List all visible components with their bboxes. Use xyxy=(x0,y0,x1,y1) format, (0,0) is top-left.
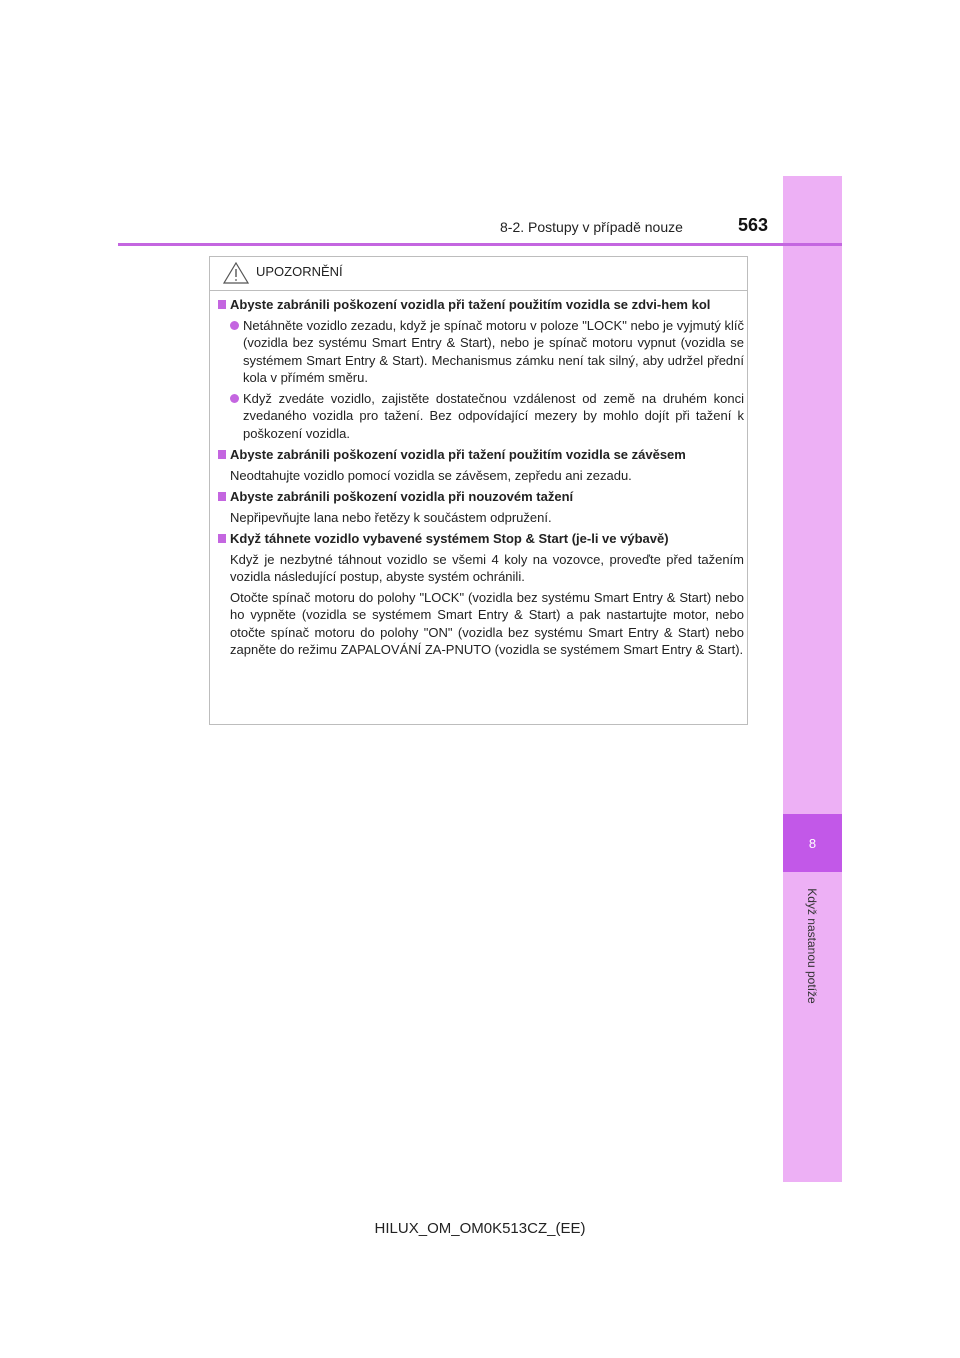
square-bullet-icon xyxy=(218,450,226,459)
chapter-side-tab xyxy=(783,176,842,1182)
warning-title: UPOZORNĚNÍ xyxy=(256,264,343,279)
warning-heading: Abyste zabránili poškození vozidla při tažení použitím vozidla se zdvi-hem kol xyxy=(218,296,744,314)
chapter-number: 8 xyxy=(808,835,817,851)
square-bullet-icon xyxy=(218,492,226,501)
warning-box xyxy=(209,256,748,725)
warning-header xyxy=(210,257,747,291)
warning-triangle-icon xyxy=(223,262,249,289)
round-bullet-icon xyxy=(230,321,239,330)
warning-heading: Když táhnete vozidlo vybavené systémem Stop & Start (je-li ve výbavě) xyxy=(218,530,744,548)
chapter-title: Když nastanou potíže xyxy=(805,888,819,1004)
round-bullet-icon xyxy=(230,394,239,403)
page-number: 563 xyxy=(738,215,769,235)
square-bullet-icon xyxy=(218,300,226,309)
warning-heading: Abyste zabránili poškození vozidla při tažení použitím vozidla se závěsem xyxy=(218,446,744,464)
warning-content xyxy=(218,296,744,659)
square-bullet-icon xyxy=(218,534,226,543)
warning-paragraph: Neodtahujte vozidlo pomocí vozidla se závěsem, zepředu ani zezadu. xyxy=(230,467,632,483)
chapter-number-tab[interactable] xyxy=(783,814,842,872)
warning-paragraph: Nepřipevňujte lana nebo řetězy k součástem odpružení. xyxy=(230,509,552,525)
warning-bullet: Netáhněte vozidlo zezadu, když je spínač motoru v poloze "LOCK" nebo je vyjmutý klíč (vozidla bez systému Smart Entry & Start), nebo je spínač motoru vypnut (vozidla se systémem Smart Entry & Start). Mechanismus zámku není tak silný, aby udržel přední kola v přímém směru. xyxy=(218,317,744,387)
warning-bullet: Když zvedáte vozidlo, zajistěte dostatečnou vzdálenost od země na druhém konci zvedaného vozidla pro tažení. Bez odpovídající mezery by mohlo dojít při tažení k poškození vozidla. xyxy=(218,390,744,443)
warning-heading: Abyste zabránili poškození vozidla při nouzovém tažení xyxy=(218,488,744,506)
section-title: 8-2. Postupy v případě nouze xyxy=(500,219,683,235)
warning-paragraph: Otočte spínač motoru do polohy "LOCK" (vozidla bez systému Smart Entry & Start) nebo ho vypněte (vozidla se systémem Smart Entry & Start) a pak nastartujte motor, nebo otočte spínač motoru do polohy "ON" (vozidla bez systému Smart Entry & Start) nebo zapněte do režimu ZAPALOVÁNÍ ZA-PNUTO (vozidla se systémem Smart Entry & Start). xyxy=(230,589,744,657)
warning-paragraph: Když je nezbytné táhnout vozidlo se všemi 4 koly na vozovce, proveďte před tažením vozidla následující postup, abyste systém ochránili. xyxy=(230,551,744,584)
header-rule xyxy=(118,243,842,246)
document-code: HILUX_OM_OM0K513CZ_(EE) xyxy=(374,1220,586,1237)
